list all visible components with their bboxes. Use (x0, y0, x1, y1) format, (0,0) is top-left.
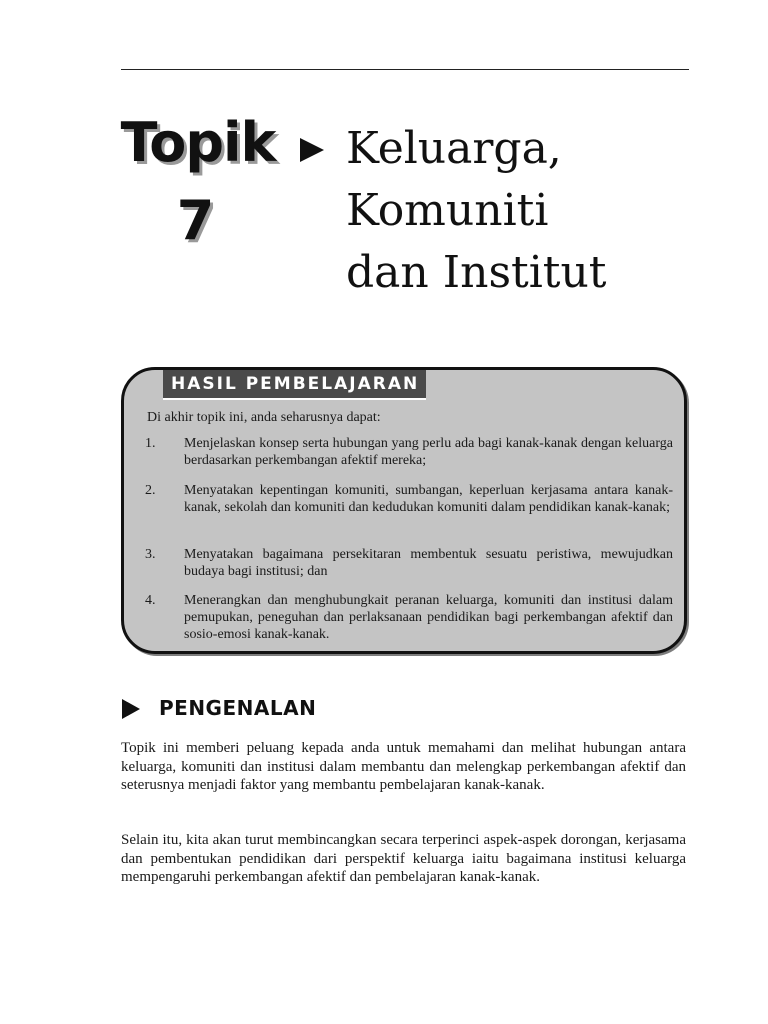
learning-outcomes-heading: HASIL PEMBELAJARAN (163, 370, 426, 400)
topic-word: Topik (120, 111, 276, 174)
title-arrow-icon (300, 138, 324, 162)
outcome-item-4 (145, 592, 673, 644)
outcome-item-2 (145, 482, 673, 516)
outcome-item-3 (145, 546, 673, 580)
outcome-text: Menyatakan kepentingan komuniti, sumbangan, keperluan kerjasama antara kanak-kanak, sekolah dan komuniti dan kedudukan komuniti dalam pendidikan kanak-kanak; (184, 483, 673, 516)
outcome-number: 2. (145, 483, 156, 498)
outcome-number: 4. (145, 593, 156, 608)
topic-label (118, 108, 278, 256)
topic-title-line-2: Komuniti (346, 185, 549, 236)
outcome-item-1 (145, 435, 673, 469)
outcome-text: Menjelaskan konsep serta hubungan yang perlu ada bagi kanak-kanak dengan keluarga berdasarkan perkembangan afektif mereka; (184, 436, 673, 469)
topic-title (346, 118, 676, 304)
top-rule (121, 69, 689, 70)
section-arrow-icon (122, 699, 140, 719)
outcome-number: 1. (145, 436, 156, 451)
outcome-text: Menyatakan bagaimana persekitaran membentuk sesuatu peristiwa, mewujudkan budaya bagi institusi; dan (184, 547, 673, 580)
learning-outcomes-intro: Di akhir topik ini, anda seharusnya dapat: (147, 410, 381, 425)
topic-number: 7 (176, 189, 214, 252)
outcome-text: Menerangkan dan menghubungkait peranan keluarga, komuniti dan institusi dalam pemupukan, peneguhan dan perlaksanaan pendidikan bagi perkembangan afektif dan sosio-emosi kanak-kanak. (184, 593, 673, 643)
intro-paragraph-2: Selain itu, kita akan turut membincangkan secara terperinci aspek-aspek dorongan, kerjasama dan pembentukan pendidikan dari perspektif keluarga iaitu bagaimana institusi keluarga mempengaruhi perkembangan afektif dan pembelajaran kanak-kanak. (121, 832, 686, 886)
section-title: PENGENALAN (159, 696, 317, 720)
topic-title-line-1: Keluarga, (346, 123, 562, 174)
intro-paragraph-1: Topik ini memberi peluang kepada anda untuk memahami dan melihat hubungan antara keluarga, komuniti dan institusi dalam membantu dan melengkap perkembangan afektif dan seterusnya menjadi faktor yang membantu pembelajaran kanak-kanak. (121, 740, 686, 794)
topic-title-line-3: dan Institut (346, 247, 607, 298)
outcome-number: 3. (145, 547, 156, 562)
